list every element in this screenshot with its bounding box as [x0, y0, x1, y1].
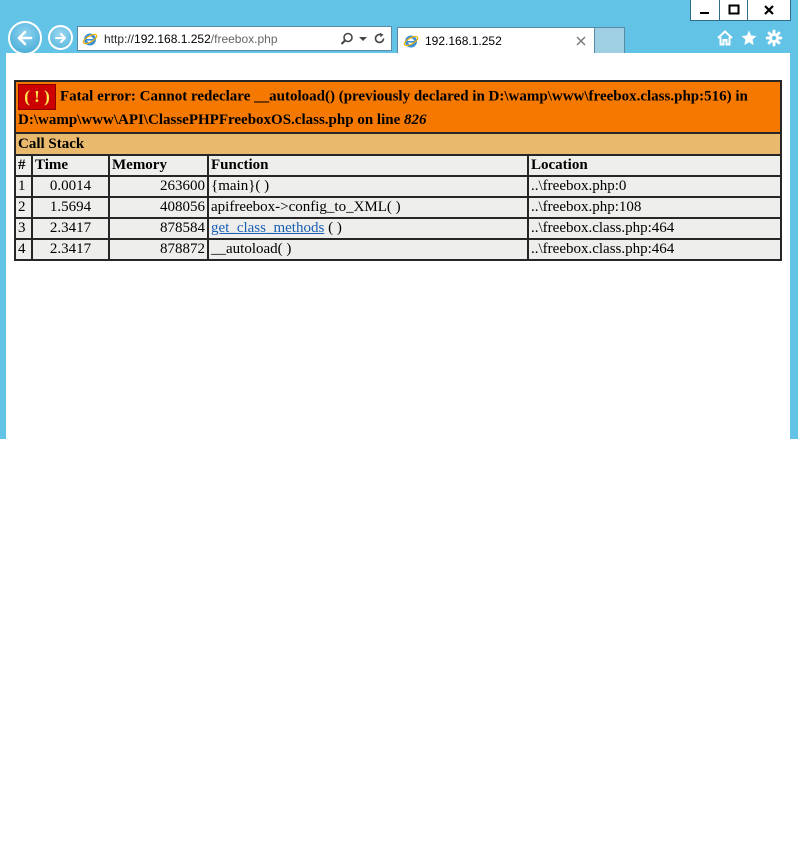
close-icon [763, 4, 775, 16]
tab-ie-icon [403, 33, 419, 49]
warning-icon: ( ! ) [18, 84, 56, 110]
row-num: 2 [15, 197, 32, 218]
tab-close-icon[interactable] [574, 34, 588, 48]
maximize-button[interactable] [719, 0, 748, 21]
call-stack-column-headers [15, 155, 781, 176]
minimize-button[interactable] [690, 0, 720, 21]
row-time: 2.3417 [32, 218, 109, 239]
error-text: Fatal error: Cannot redeclare __autoload() (previously declared in D:\wamp\www\freebox.class.php:516) in D:\wamp\www\API\ClassePHPFreeboxOS.class.php on line [18, 88, 748, 128]
url-text[interactable] [104, 32, 339, 46]
tab-title: 192.168.1.252 [425, 33, 502, 48]
col-header-num: # [15, 155, 32, 176]
url-path: /freebox.php [210, 31, 278, 46]
row-function [208, 218, 528, 239]
url-scheme: http:// [104, 31, 135, 46]
refresh-icon[interactable] [371, 30, 387, 48]
table-row [15, 197, 781, 218]
table-row [15, 218, 781, 239]
row-memory: 878872 [109, 239, 208, 260]
favorites-button[interactable] [739, 28, 759, 48]
row-function: {main}( ) [208, 176, 528, 197]
row-num: 3 [15, 218, 32, 239]
row-location: ..\freebox.class.php:464 [528, 218, 781, 239]
url-host: 192.168.1.252 [134, 31, 211, 46]
table-row [15, 239, 781, 260]
row-location: ..\freebox.php:108 [528, 197, 781, 218]
tab-active[interactable] [397, 27, 595, 53]
search-icon[interactable] [339, 30, 355, 48]
row-time: 0.0014 [32, 176, 109, 197]
forward-button[interactable] [48, 25, 73, 50]
home-icon [716, 29, 734, 47]
function-call-suffix: ( ) [324, 220, 342, 236]
address-bar[interactable] [77, 26, 392, 51]
row-location: ..\freebox.php:0 [528, 176, 781, 197]
error-header-row [15, 81, 781, 133]
row-num: 4 [15, 239, 32, 260]
xdebug-error-table [14, 80, 782, 261]
function-doc-link[interactable]: get_class_methods [211, 220, 325, 236]
close-button[interactable] [747, 0, 791, 21]
call-stack-title-row [15, 133, 781, 155]
col-header-function: Function [208, 155, 528, 176]
row-memory: 408056 [109, 197, 208, 218]
row-location: ..\freebox.class.php:464 [528, 239, 781, 260]
settings-button[interactable] [764, 28, 784, 48]
row-function: __autoload( ) [208, 239, 528, 260]
error-line-number: 826 [404, 112, 427, 128]
back-arrow-icon [15, 28, 35, 48]
ie-page-icon [82, 31, 98, 47]
home-button[interactable] [715, 28, 735, 48]
gear-icon [765, 29, 783, 47]
row-num: 1 [15, 176, 32, 197]
call-stack-title: Call Stack [15, 133, 781, 155]
error-message [15, 81, 781, 133]
col-header-location: Location [528, 155, 781, 176]
row-memory: 878584 [109, 218, 208, 239]
dropdown-icon[interactable] [355, 30, 371, 48]
star-icon [740, 29, 758, 47]
table-row [15, 176, 781, 197]
row-time: 1.5694 [32, 197, 109, 218]
minimize-icon [699, 4, 711, 16]
col-header-time: Time [32, 155, 109, 176]
col-header-memory: Memory [109, 155, 208, 176]
row-function: apifreebox->config_to_XML( ) [208, 197, 528, 218]
row-time: 2.3417 [32, 239, 109, 260]
maximize-icon [728, 4, 740, 16]
back-button[interactable] [8, 21, 42, 55]
new-tab-button[interactable] [595, 27, 625, 53]
forward-arrow-icon [54, 31, 68, 45]
row-memory: 263600 [109, 176, 208, 197]
